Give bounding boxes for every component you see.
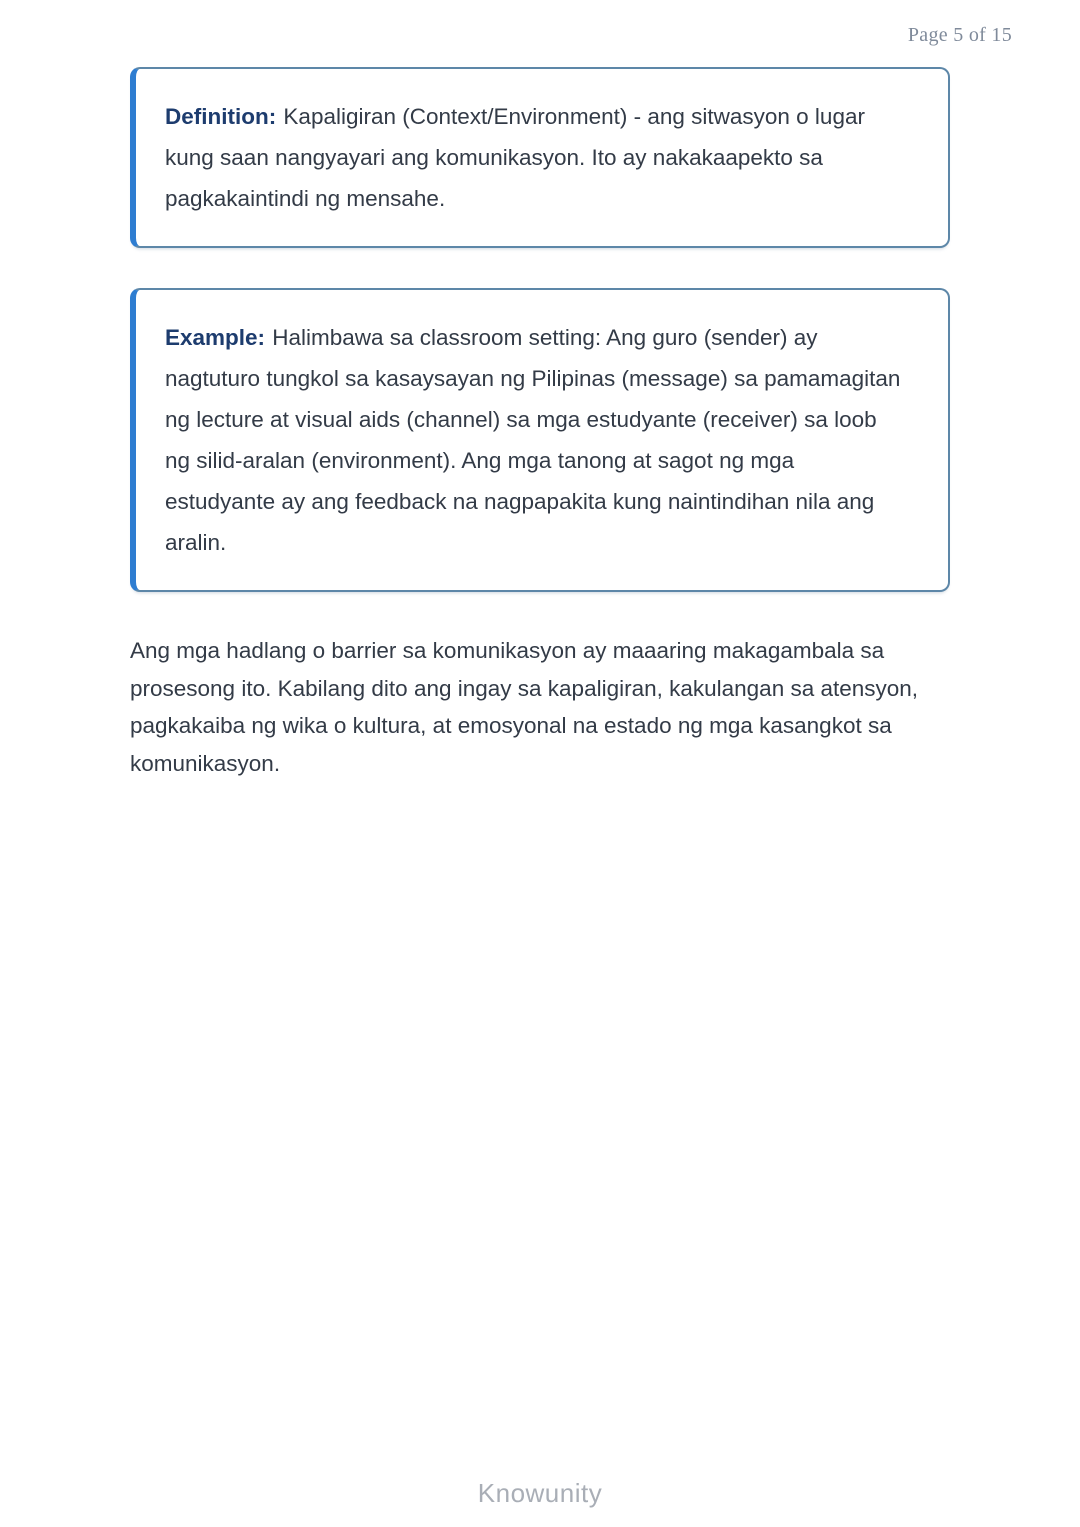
page-number-indicator: Page 5 of 15 xyxy=(907,24,1012,46)
body-paragraph: Ang mga hadlang o barrier sa komunikasyon ay maaaring makagambala sa prosesong ito. Kabilang dito ang ingay sa kapaligiran, kakulangan sa atensyon, pagkakaiba ng wika o kultura, at emosyonal na estado ng mga kasangkot sa komunikasyon. xyxy=(130,638,919,776)
footer-brand: Knowunity xyxy=(477,1478,603,1508)
definition-text: Kapaligiran (Context/Environment) - ang sitwasyon o lugar kung saan nangyayari ang komunikasyon. Ito ay nakakaapekto sa pagkakaintindi ng mensahe. xyxy=(165,104,865,211)
example-callout xyxy=(130,288,950,592)
definition-callout xyxy=(130,67,950,248)
example-label: Example: xyxy=(165,325,266,350)
example-paragraph xyxy=(165,317,906,563)
definition-label: Definition: xyxy=(165,104,277,129)
page-content xyxy=(130,67,950,782)
definition-paragraph xyxy=(165,96,906,219)
example-text: Halimbawa sa classroom setting: Ang guro (sender) ay nagtuturo tungkol sa kasaysayan ng Pilipinas (message) sa pamamagitan ng lecture at visual aids (channel) sa mga estudyante (receiver) sa loob ng silid-aralan (environment). Ang mga tanong at sagot ng mga estudyante ay ang feedback na nagpapakita kung naintindihan nila ang aralin. xyxy=(165,325,901,555)
